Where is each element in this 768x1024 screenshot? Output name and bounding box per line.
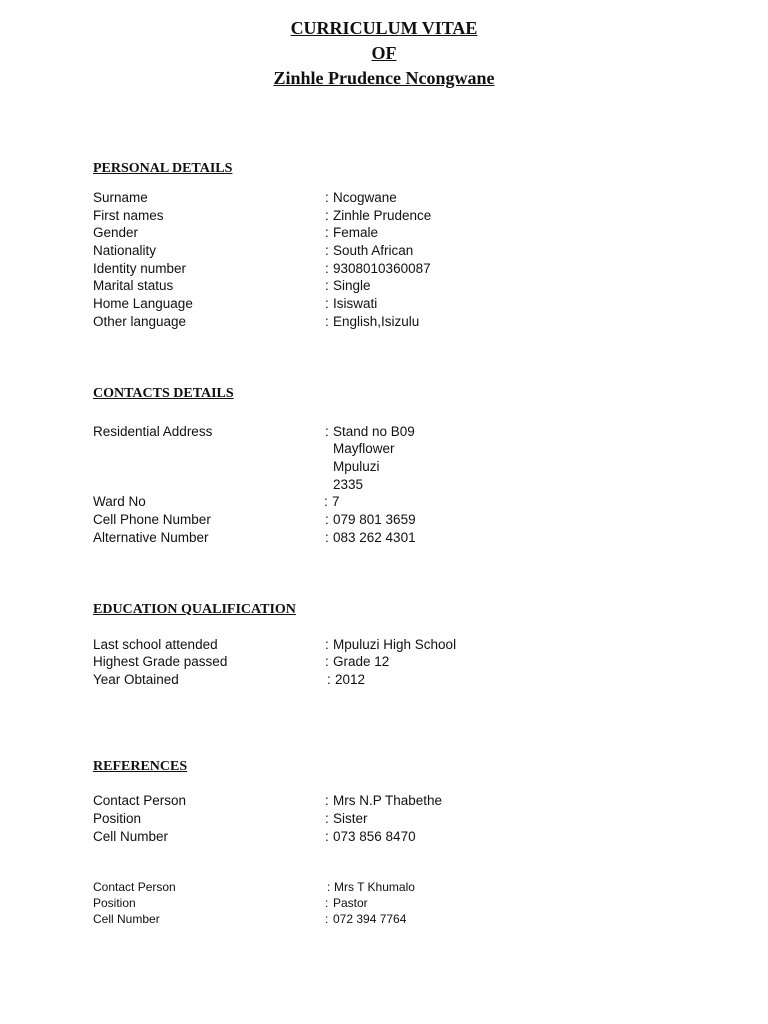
personal-row-first-names [93, 207, 693, 225]
reference2-row-position [93, 895, 693, 911]
row-colon: : [325, 190, 329, 205]
row-colon: : [325, 811, 329, 826]
row-value: 073 856 8470 [333, 829, 416, 844]
row-value: Mpuluzi High School [333, 637, 457, 652]
address-line-4: 2335 [333, 477, 364, 492]
row-value: Mrs T Khumalo [334, 880, 415, 894]
contacts-row-residential-address [93, 423, 693, 441]
reference2-row-cell-number [93, 911, 693, 927]
row-colon: : [324, 494, 328, 509]
row-label: Nationality [93, 243, 157, 258]
education-row-last-school [93, 636, 693, 654]
row-colon: : [325, 243, 329, 258]
row-colon: : [325, 912, 329, 926]
row-colon: : [325, 208, 329, 223]
education-heading: EDUCATION QUALIFICATION [93, 602, 296, 617]
personal-row-marital-status [93, 277, 693, 295]
education-row-year-obtained [93, 671, 693, 689]
personal-row-identity-number [93, 260, 693, 278]
address-line-3: Mpuluzi [333, 459, 380, 474]
row-value: Pastor [333, 896, 368, 910]
row-value: 7 [332, 494, 340, 509]
row-label: Year Obtained [93, 672, 179, 687]
row-value: 9308010360087 [333, 261, 431, 276]
row-label: Identity number [93, 261, 187, 276]
row-colon: : [325, 424, 329, 439]
row-label: Last school attended [93, 637, 218, 652]
cv-title: CURRICULUM VITAE [290, 18, 478, 38]
row-colon: : [325, 296, 329, 311]
row-label: Marital status [93, 278, 174, 293]
cv-name: Zinhle Prudence Ncongwane [273, 68, 495, 88]
row-label: Contact Person [93, 880, 176, 894]
contacts-details-heading: CONTACTS DETAILS [93, 386, 234, 401]
contacts-row-alternative-number [93, 529, 693, 547]
row-value: Zinhle Prudence [333, 208, 432, 223]
row-label: Alternative Number [93, 530, 209, 545]
row-value: Sister [333, 811, 368, 826]
row-value: South African [333, 243, 414, 258]
row-value: 2012 [335, 672, 366, 687]
row-label: Ward No [93, 494, 146, 509]
row-value: Ncogwane [333, 190, 397, 205]
row-value: English,Isizulu [333, 314, 420, 329]
row-colon: : [327, 880, 331, 894]
row-label: Home Language [93, 296, 193, 311]
personal-row-home-language [93, 295, 693, 313]
personal-row-surname [93, 189, 693, 207]
row-colon: : [325, 637, 329, 652]
row-label: Surname [93, 190, 148, 205]
row-colon: : [325, 512, 329, 527]
row-value: 083 262 4301 [333, 530, 416, 545]
reference1-row-position [93, 810, 693, 828]
row-colon: : [325, 896, 329, 910]
row-value: Mrs N.P Thabethe [333, 793, 443, 808]
row-colon: : [325, 654, 329, 669]
personal-details-heading: PERSONAL DETAILS [93, 161, 233, 176]
row-value: Isiswati [333, 296, 378, 311]
row-label: Highest Grade passed [93, 654, 228, 669]
row-colon: : [325, 278, 329, 293]
row-value: Stand no B09 [333, 424, 415, 439]
personal-row-gender [93, 224, 693, 242]
row-label: Position [93, 811, 142, 826]
references-heading: REFERENCES [93, 759, 188, 774]
contacts-row-cell-phone [93, 511, 693, 529]
row-value: 072 394 7764 [333, 912, 407, 926]
personal-row-nationality [93, 242, 693, 260]
row-value: Single [333, 278, 371, 293]
row-colon: : [327, 672, 331, 687]
row-label: Position [93, 896, 136, 910]
education-row-highest-grade [93, 653, 693, 671]
row-label: Residential Address [93, 424, 213, 439]
row-label: Cell Phone Number [93, 512, 211, 527]
reference1-row-contact-person [93, 792, 693, 810]
row-colon: : [325, 225, 329, 240]
cv-title-of: OF [371, 43, 397, 63]
row-colon: : [325, 314, 329, 329]
row-value: Grade 12 [333, 654, 390, 669]
address-line-2: Mayflower [333, 441, 395, 456]
reference2-row-contact-person [93, 879, 693, 895]
contacts-row-ward-no [93, 493, 693, 511]
row-label: Cell Number [93, 829, 169, 844]
row-value: Female [333, 225, 379, 240]
row-label: Other language [93, 314, 187, 329]
row-label: Cell Number [93, 912, 160, 926]
personal-row-other-language [93, 313, 693, 331]
row-label: First names [93, 208, 164, 223]
row-label: Contact Person [93, 793, 187, 808]
row-value: 079 801 3659 [333, 512, 416, 527]
row-label: Gender [93, 225, 139, 240]
row-colon: : [325, 530, 329, 545]
row-colon: : [325, 829, 329, 844]
row-colon: : [325, 793, 329, 808]
reference1-row-cell-number [93, 828, 693, 846]
row-colon: : [325, 261, 329, 276]
